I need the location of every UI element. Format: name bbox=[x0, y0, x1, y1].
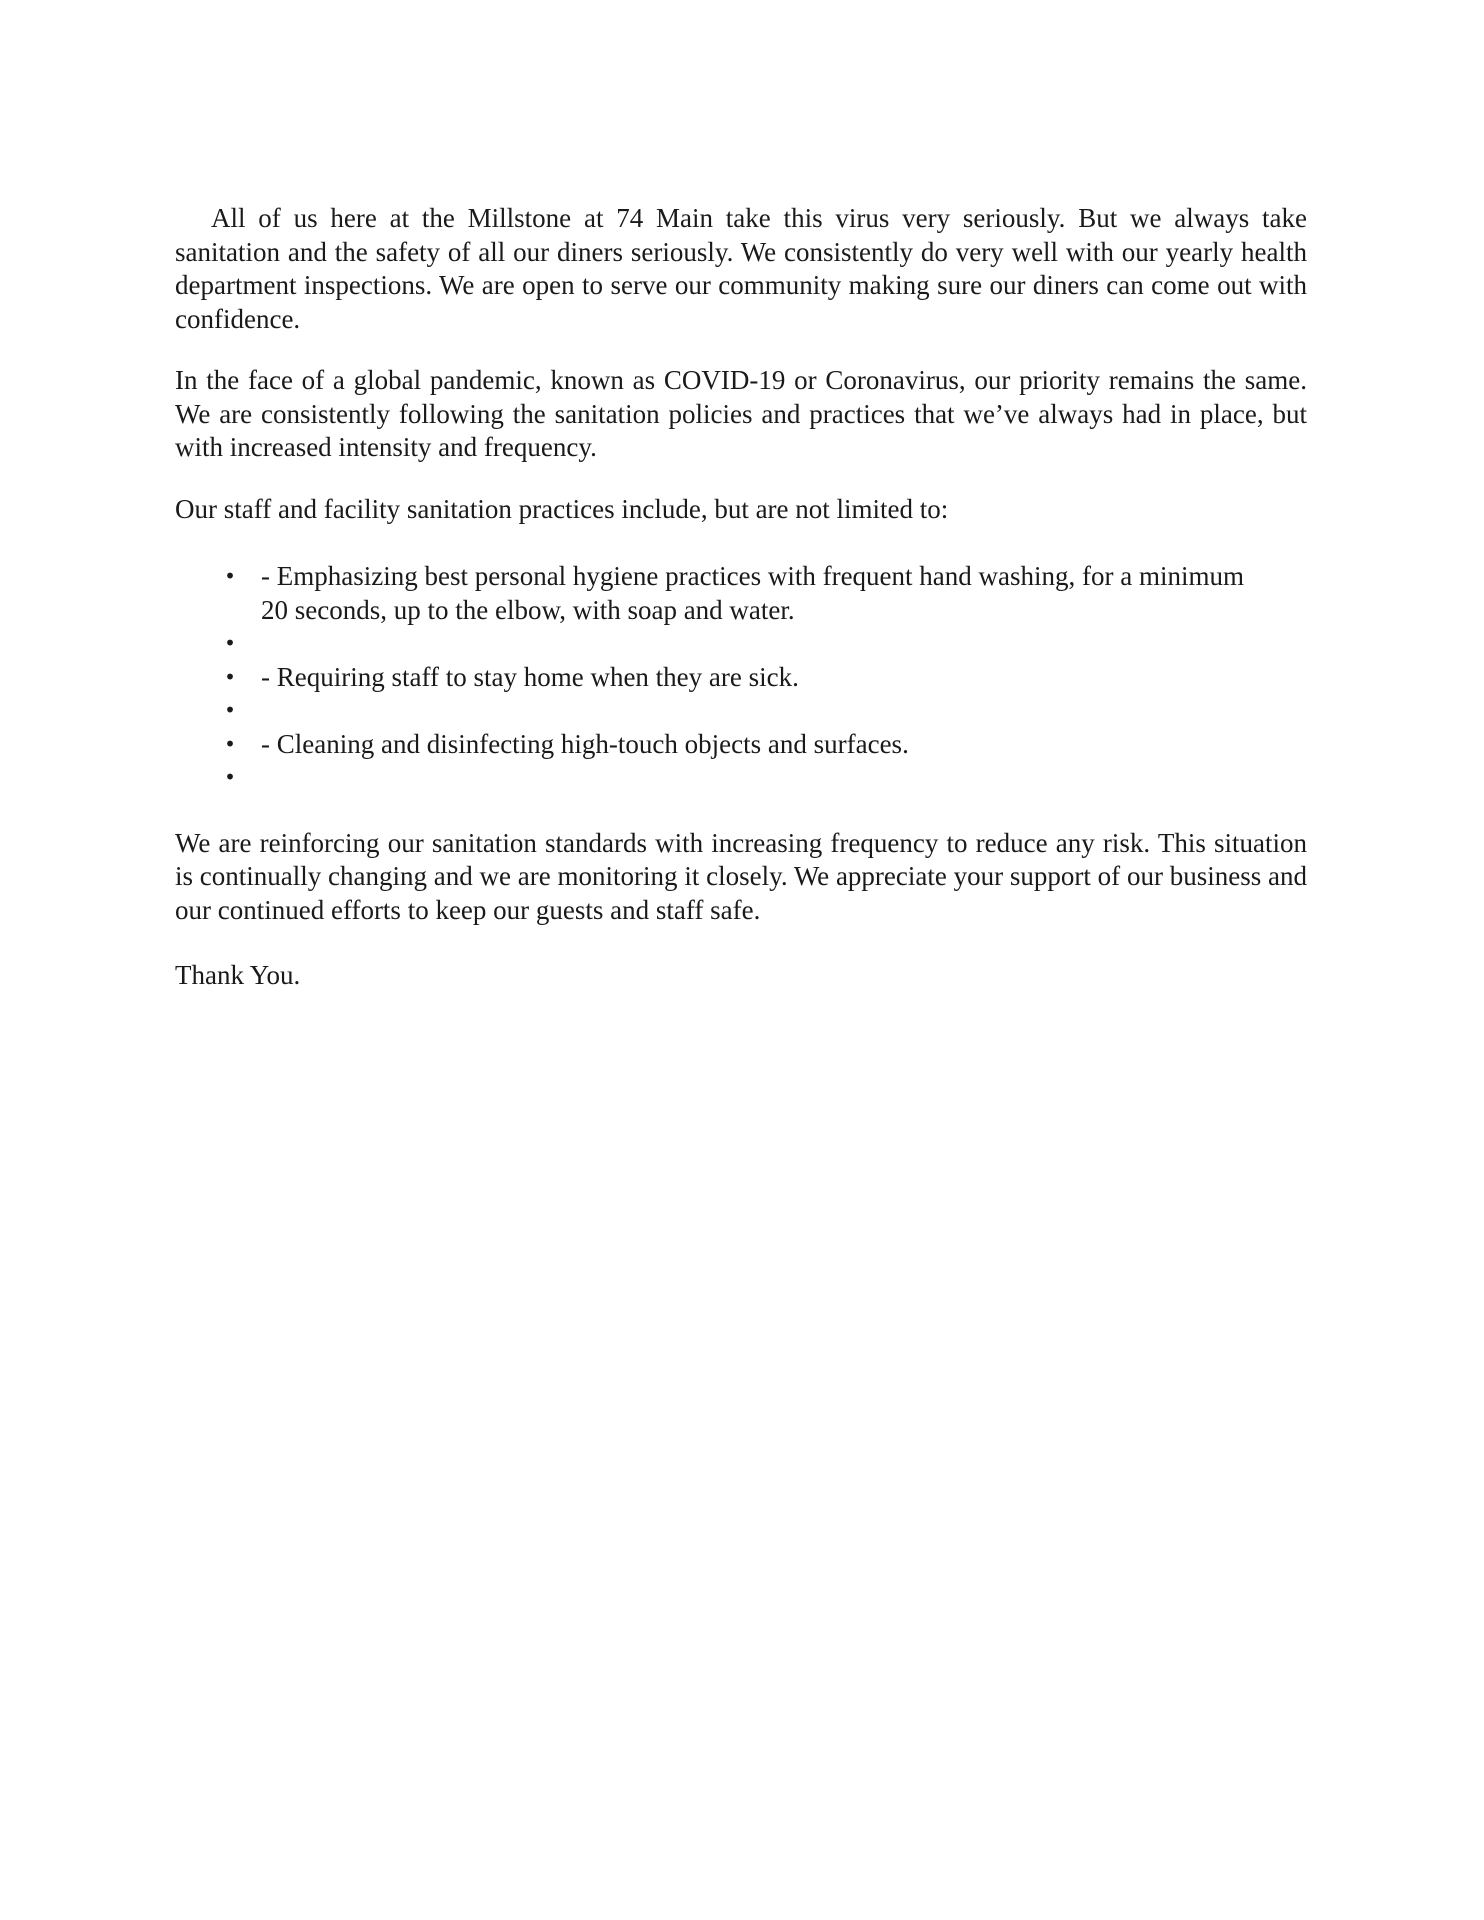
bullet-icon: • bbox=[224, 765, 236, 789]
bullet-icon: • bbox=[224, 698, 236, 722]
list-item-text: - Requiring staff to stay home when they are sick. bbox=[261, 661, 799, 692]
list-item bbox=[175, 761, 1307, 795]
pandemic-paragraph: In the face of a global pandemic, known as COVID-19 or Coronavirus, our priority remains the same. We are consistently following the sanitation policies and practices that we’ve always had in place, but with increased intensity and frequency. bbox=[175, 365, 1307, 462]
sanitation-practices-list bbox=[175, 560, 1307, 795]
bullet-icon: • bbox=[224, 631, 236, 655]
list-item bbox=[175, 728, 1307, 762]
list-item-text: - Cleaning and disinfecting high-touch objects and surfaces. bbox=[261, 728, 909, 759]
bullet-icon: • bbox=[224, 664, 236, 689]
closing-paragraph: We are reinforcing our sanitation standards with increasing frequency to reduce any risk. This situation is continually changing and we are monitoring it closely. We appreciate your support of our business and our continued efforts to keep our guests and staff safe. bbox=[175, 827, 1307, 925]
list-item-text: - Emphasizing best personal hygiene practices with frequent hand washing, for a minimum 20 seconds, up to the elbow, with soap and water. bbox=[261, 561, 1244, 625]
document-body bbox=[175, 202, 1307, 993]
bullet-icon: • bbox=[224, 731, 236, 756]
intro-paragraph: All of us here at the Millstone at 74 Main take this virus very seriously. But we always take sanitation and the safety of all our diners seriously. We consistently do very well with our yearly health department inspections. We are open to serve our community making sure our diners can come out with confidence. bbox=[175, 203, 1307, 334]
sign-off: Thank You. bbox=[175, 960, 301, 990]
practices-intro-paragraph: Our staff and facility sanitation practices include, but are not limited to: bbox=[175, 493, 949, 524]
list-item bbox=[175, 661, 1307, 695]
list-item bbox=[175, 627, 1307, 661]
bullet-icon: • bbox=[224, 564, 236, 588]
list-item bbox=[175, 694, 1307, 728]
list-item bbox=[175, 560, 1307, 627]
